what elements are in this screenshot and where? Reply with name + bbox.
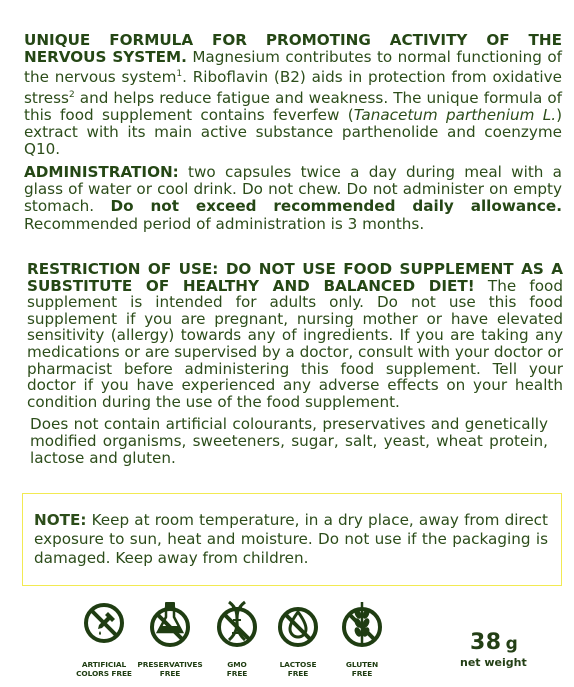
footnote-2: 2 <box>68 89 75 100</box>
dropper-icon <box>81 600 127 656</box>
wheat-icon <box>339 600 385 656</box>
restriction-heading: RESTRICTION OF USE: DO NOT USE FOOD SUPPLEMENT AS A SUBSTITUTE OF HEALTHY AND BALANCED DIET! <box>27 260 563 295</box>
badge-preservatives-free <box>138 600 202 682</box>
administration-text-a: two capsules twice a day during meal with a glass of water or cool drink. Do not chew. Do not administer on empty stomach. <box>24 163 562 216</box>
administration-paragraph <box>24 164 562 233</box>
latin-name: Tanacetum parthenium L. <box>353 105 557 124</box>
formula-paragraph <box>24 32 562 159</box>
formula-text-b: . Riboflavin (B2) aids in protection from oxidative stress <box>24 68 562 107</box>
net-weight-label: net weight <box>460 656 527 669</box>
net-weight-value: 38 g <box>470 630 519 655</box>
badge-label: ARTIFICIAL COLORS FREE <box>76 660 132 678</box>
badge-label: GMO FREE <box>226 660 248 678</box>
administration-heading: ADMINISTRATION: <box>24 163 179 181</box>
dna-icon <box>214 600 260 656</box>
badge-gmo-free <box>205 600 269 682</box>
formula-text-c: and helps reduce fatigue and weakness. The unique formula of this food supplement contains feverfew ( <box>24 88 562 124</box>
formula-text-d: ) extract with its main active substance parthenolide and coenzyme Q10. <box>24 105 562 159</box>
flask-icon <box>147 600 193 656</box>
administration-text-b: Recommended period of administration is 3 months. <box>24 214 425 233</box>
footnote-1: 1 <box>176 69 183 80</box>
restriction-text: The food supplement is intended for adults only. Do not use this food supplement if you are pregnant, nursing mother or have elevated sensitivity (allergy) towards any of ingredients. If you are taking any medications or are supervised by a doctor, consult with your doctor or pharmacist before administering this food supplement. Tell your doctor if you have experienced any adverse effects on your health condition during the use of the food supplement. <box>27 276 563 411</box>
badge-lactose-free <box>266 600 330 682</box>
note-text: Keep at room temperature, in a dry place, away from direct exposure to sun, heat and moisture. Do not use if the packaging is damaged. Keep away from children. <box>34 511 548 567</box>
badge-label: LACTOSE FREE <box>279 660 317 678</box>
dosage-warning: Do not exceed recommended daily allowance. <box>110 197 562 216</box>
storage-note <box>34 511 548 568</box>
milk-drop-icon <box>275 600 321 656</box>
badge-label: GLUTEN FREE <box>345 660 379 678</box>
storage-note-box <box>22 493 562 586</box>
formula-heading: UNIQUE FORMULA FOR PROMOTING ACTIVITY OF THE NERVOUS SYSTEM. <box>24 31 562 67</box>
badge-artificial-colors-free <box>72 600 136 682</box>
formula-text-a: Magnesium contributes to normal functioning of the nervous system <box>24 48 562 87</box>
badge-label: PRESERVATIVES FREE <box>137 660 203 678</box>
restriction-paragraph <box>27 261 563 410</box>
badge-gluten-free <box>330 600 394 682</box>
note-heading: NOTE: <box>34 511 87 529</box>
free-from-paragraph: Does not contain artificial colourants, preservatives and genetically modified organisms, sweeteners, sugar, salt, yeast, wheat protein, lactose and gluten. <box>30 415 548 468</box>
